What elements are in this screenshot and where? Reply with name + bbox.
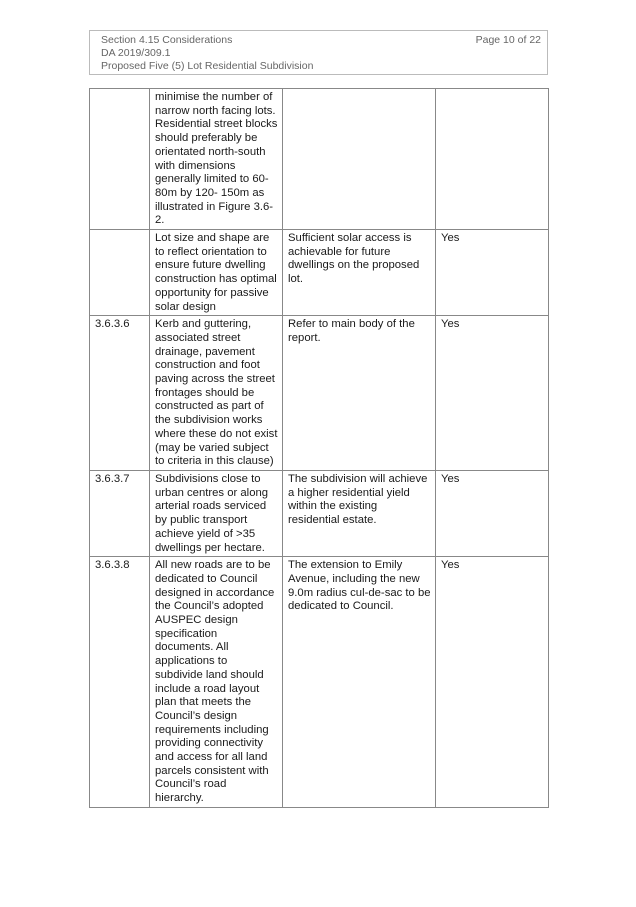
clause-cell: 3.6.3.6 bbox=[90, 316, 150, 471]
comment-cell: Sufficient solar access is achievable for future dwellings on the proposed lot. bbox=[283, 230, 436, 316]
complies-cell: Yes bbox=[436, 230, 549, 316]
requirement-cell: Lot size and shape are to reflect orientation to ensure future dwelling construction has optimal opportunity for passive solar design bbox=[150, 230, 283, 316]
complies-cell: Yes bbox=[436, 316, 549, 471]
clause-cell: 3.6.3.8 bbox=[90, 557, 150, 808]
complies-cell bbox=[436, 89, 549, 230]
comment-cell: The subdivision will achieve a higher residential yield within the existing residential estate. bbox=[283, 470, 436, 556]
requirement-cell: Subdivisions close to urban centres or along arterial roads serviced by public transport achieve yield of >35 dwellings per hectare. bbox=[150, 470, 283, 556]
table-row bbox=[90, 470, 549, 556]
clause-cell: 3.6.3.7 bbox=[90, 470, 150, 556]
table-row bbox=[90, 230, 549, 316]
requirement-cell: All new roads are to be dedicated to Council designed in accordance the Council’s adopted AUSPEC design specification documents. All applications to subdivide land should include a road layout plan that meets the Council’s design requirements including providing connectivity and access for all land parcels consistent with Council’s road hierarchy. bbox=[150, 557, 283, 808]
comment-cell bbox=[283, 89, 436, 230]
requirement-cell: Kerb and guttering, associated street drainage, pavement construction and foot paving across the street frontages should be constructed as part of the subdivision works where these do not exist (may be varied subject to criteria in this clause) bbox=[150, 316, 283, 471]
comment-cell: The extension to Emily Avenue, including the new 9.0m radius cul-de-sac to be dedicated to Council. bbox=[283, 557, 436, 808]
table-row bbox=[90, 557, 549, 808]
comment-cell: Refer to main body of the report. bbox=[283, 316, 436, 471]
header-proposal-title: Proposed Five (5) Lot Residential Subdivision bbox=[101, 60, 314, 72]
table-row bbox=[90, 89, 549, 230]
clause-cell bbox=[90, 230, 150, 316]
table-row bbox=[90, 316, 549, 471]
requirement-cell: minimise the number of narrow north facing lots. Residential street blocks should preferably be orientated north-south with dimensions generally limited to 60-80m by 120- 150m as illustrated in Figure 3.6-2. bbox=[150, 89, 283, 230]
considerations-table bbox=[89, 88, 549, 808]
header-section-title: Section 4.15 Considerations bbox=[101, 34, 233, 46]
header-da-number: DA 2019/309.1 bbox=[101, 47, 171, 59]
page-header bbox=[89, 30, 548, 75]
clause-cell bbox=[90, 89, 150, 230]
page-number: Page 10 of 22 bbox=[475, 34, 541, 46]
complies-cell: Yes bbox=[436, 557, 549, 808]
complies-cell: Yes bbox=[436, 470, 549, 556]
